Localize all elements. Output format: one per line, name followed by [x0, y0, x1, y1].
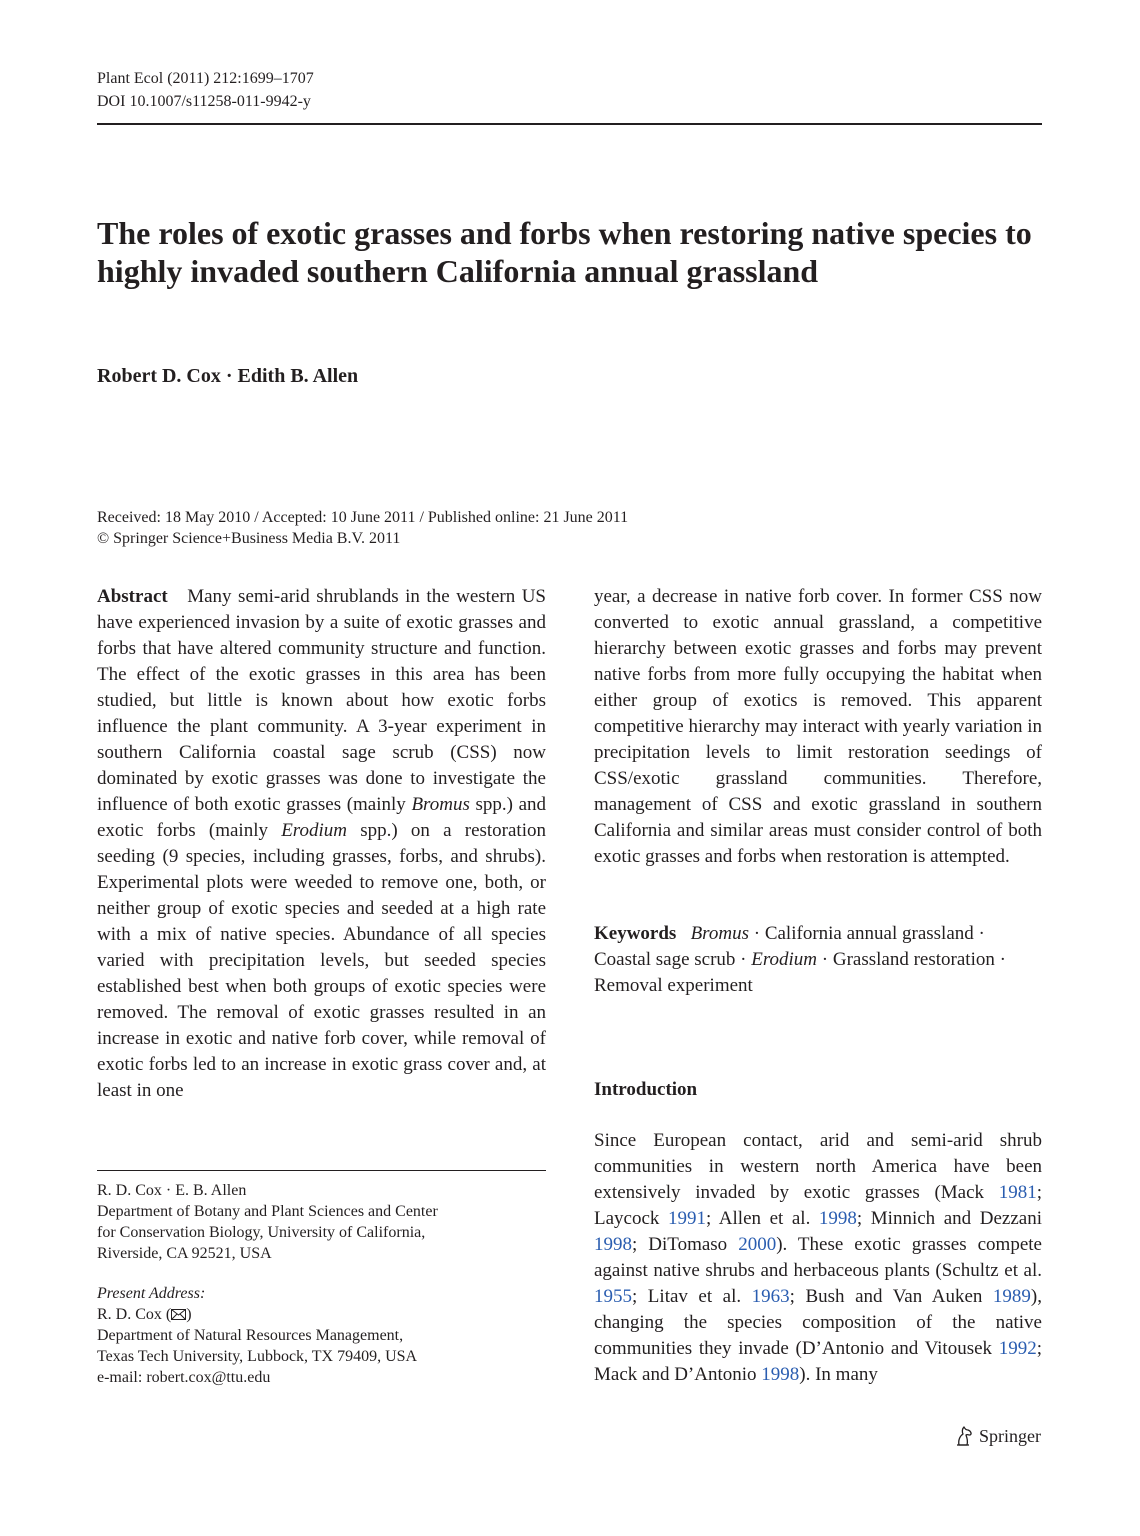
citation-link[interactable]: 1991	[667, 1208, 706, 1229]
journal-header	[97, 67, 314, 113]
envelope-icon	[171, 1309, 186, 1320]
publisher-name: Springer	[979, 1426, 1041, 1446]
keyword: Removal experiment	[594, 975, 753, 996]
article-title: The roles of exotic grasses and forbs when restoring native species to highly invaded southern California annual grassland	[97, 215, 1032, 289]
keyword-separator: ·	[749, 923, 765, 944]
publisher-logo	[955, 1424, 1041, 1448]
intro-text: ; Minnich and Dezzani	[856, 1208, 1042, 1229]
intro-text: ). In many	[799, 1364, 878, 1385]
intro-text: ), changing the species composition of the native communities they invade (D’Antonio and Vitousek	[594, 1286, 1042, 1359]
keyword-separator: ·	[817, 949, 833, 970]
affiliation-line: for Conservation Biology, University of California,	[97, 1224, 426, 1241]
intro-text: ; Litav et al.	[632, 1286, 752, 1307]
keyword: Bromus	[690, 923, 749, 944]
corresponding-author: R. D. Cox (	[97, 1306, 172, 1323]
copyright-line: © Springer Science+Business Media B.V. 2011	[97, 530, 401, 547]
present-address-label: Present Address:	[97, 1285, 206, 1302]
doi[interactable]: DOI 10.1007/s11258-011-9942-y	[97, 93, 311, 110]
keyword-separator: ·	[973, 923, 985, 944]
spacer	[97, 1264, 546, 1283]
affiliation-line: Riverside, CA 92521, USA	[97, 1245, 272, 1262]
keyword-separator: ·	[735, 949, 752, 970]
keywords	[594, 921, 1042, 999]
abstract-label: Abstract	[97, 586, 168, 607]
affiliation-line: Department of Natural Resources Management,	[97, 1327, 404, 1344]
citation-link[interactable]: 2000	[738, 1234, 777, 1255]
intro-text: Since European contact, arid and semi-arid shrub communities in western north America have been extensively invaded by exotic grasses (Mack	[594, 1130, 1042, 1203]
introduction-text	[594, 1128, 1042, 1388]
citation-link[interactable]: 1963	[751, 1286, 790, 1307]
journal-citation: Plant Ecol (2011) 212:1699–1707	[97, 70, 314, 87]
dates-line: Received: 18 May 2010 / Accepted: 10 June 2011 / Published online: 21 June 2011	[97, 509, 629, 526]
affiliations	[97, 1180, 546, 1388]
intro-text: ; Allen et al.	[705, 1208, 819, 1229]
affiliation-line: Texas Tech University, Lubbock, TX 79409, USA	[97, 1348, 418, 1365]
citation-link[interactable]: 1981	[998, 1182, 1037, 1203]
affiliation-line: Department of Botany and Plant Sciences and Center	[97, 1203, 438, 1220]
citation-link[interactable]: 1955	[594, 1286, 632, 1307]
abstract-italic-1: Bromus	[411, 794, 470, 815]
header-rule	[97, 123, 1042, 125]
abstract-text-3: spp.) on a restoration seeding (9 species, including grasses, forbs, and shrubs). Experimental plots were weeded to remove one, both, or neither group of exotic species and seeded at a high rate with a mix of native species. Abundance of all species varied with precipitation levels, but seeded species established best when both groups of exotic species were removed. The removal of exotic grasses resulted in an increase in exotic and native forb cover, while removal of exotic forbs led to an increase in exotic grass cover and, at least in one	[97, 820, 546, 1101]
citation-link[interactable]: 1992	[998, 1338, 1037, 1359]
abstract-text-1: Many semi-arid shrublands in the western US have experienced invasion by a suite of exotic grasses and forbs that have altered community structure and function. The effect of the exotic grasses in this area has been studied, but little is known about how exotic forbs influence the plant community. A 3-year experiment in southern California coastal sage scrub (CSS) now dominated by exotic grasses was done to investigate the influence of both exotic grasses (mainly	[97, 586, 547, 815]
citation-link[interactable]: 1998	[761, 1364, 800, 1385]
springer-horse-icon	[955, 1425, 975, 1447]
intro-text: ). These exotic grasses compete against native shrubs and herbaceous plants (Schultz et al.	[594, 1234, 1042, 1281]
abstract-italic-2: Erodium	[281, 820, 347, 841]
authors: Robert D. Cox · Edith B. Allen	[97, 365, 359, 387]
keyword: Grassland restoration	[832, 949, 995, 970]
abstract-continuation-text: year, a decrease in native forb cover. In former CSS now converted to exotic annual grassland, a competitive hierarchy between exotic grasses and forbs may prevent native forbs from more fully occupying the habitat when either group of exotics is removed. This apparent competitive hierarchy may interact with yearly variation in precipitation levels to limit restoration seedings of CSS/exotic grassland communities. Therefore, management of CSS and exotic grassland in southern California and similar areas must consider control of both exotic grasses and forbs when restoration is attempted.	[594, 586, 1042, 867]
email[interactable]: e-mail: robert.cox@ttu.edu	[97, 1369, 271, 1386]
intro-text: ; DiTomaso	[632, 1234, 739, 1255]
intro-text: ; Bush and Van Auken	[789, 1286, 993, 1307]
keyword: Coastal sage scrub	[594, 949, 736, 970]
abstract	[97, 584, 546, 1104]
affiliation-names: R. D. Cox · E. B. Allen	[97, 1182, 247, 1199]
citation-link[interactable]: 1998	[594, 1234, 632, 1255]
keyword: California annual grassland	[764, 923, 974, 944]
corresponding-author-end: )	[186, 1306, 192, 1323]
intro-text: ; Mack and D’Antonio	[594, 1338, 1042, 1385]
keywords-label: Keywords	[594, 923, 677, 944]
citation-link[interactable]: 1998	[818, 1208, 857, 1229]
footnote-rule	[97, 1170, 546, 1171]
section-heading-introduction: Introduction	[594, 1079, 698, 1100]
publication-history	[97, 507, 628, 549]
keyword: Erodium	[751, 949, 818, 970]
keyword-separator: ·	[994, 949, 1006, 970]
intro-text: ; Laycock	[594, 1182, 1042, 1229]
abstract-continuation	[594, 584, 1042, 870]
citation-link[interactable]: 1989	[992, 1286, 1031, 1307]
abstract-text-2: spp.) and exotic forbs (mainly	[97, 794, 547, 841]
